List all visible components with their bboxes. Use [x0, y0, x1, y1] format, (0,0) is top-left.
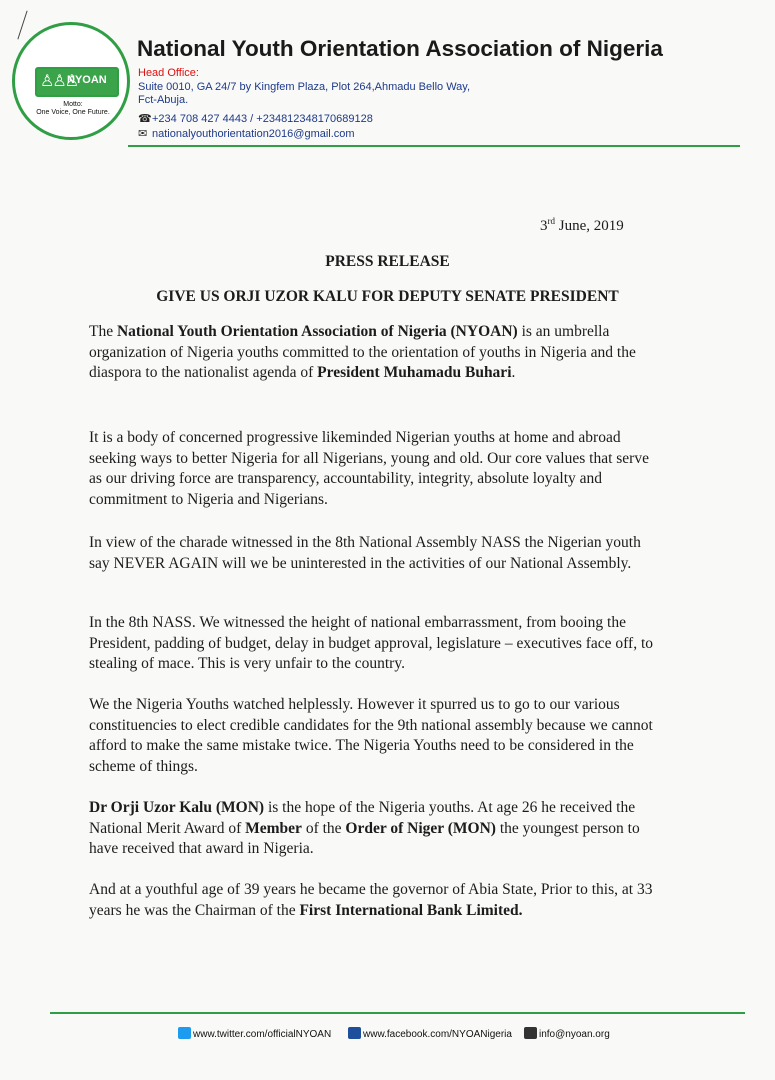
head-office-label: Head Office: — [138, 67, 199, 79]
address-line-1: Suite 0010, GA 24/7 by Kingfem Plaza, Plot 264,Ahmadu Bello Way, — [138, 81, 471, 93]
paragraph-6: Dr Orji Uzor Kalu (MON) is the hope of the Nigeria youths. At age 26 he received the National Merit Award of Member of the Order of Niger (MON) the youngest person to have received that award in Nigeria. — [89, 799, 640, 857]
envelope-icon: ✉ — [138, 128, 148, 140]
facebook-icon — [348, 1027, 361, 1039]
footer-facebook[interactable]: www.facebook.com/NYOANigeria — [348, 1027, 512, 1040]
email-row — [138, 127, 355, 140]
release-date: 3rd June, 2019 — [540, 216, 624, 234]
twitter-icon — [178, 1027, 191, 1039]
press-release-heading: PRESS RELEASE — [325, 253, 450, 270]
footer-email[interactable]: info@nyoan.org — [524, 1027, 610, 1040]
paragraph-5: We the Nigeria Youths watched helplessly. However it spurred us to go to our various constituencies to elect credible candidates for the 9th national assembly because we cannot afford to make the same mistake twice. The Nigeria Youths need to be considered in the scheme of things. — [89, 696, 653, 775]
header-divider — [128, 145, 740, 147]
paragraph-7: And at a youthful age of 39 years he became the governor of Abia State, Prior to this, at 33 years he was the Chairman of the First International Bank Limited. — [89, 881, 653, 919]
organization-name: National Youth Orientation Association of Nigeria — [137, 36, 663, 61]
mail-icon — [524, 1027, 537, 1039]
motto-label: Motto: — [63, 101, 83, 108]
phone-numbers: +234 708 427 4443 / +2348123481706891​28 — [152, 113, 373, 125]
paragraph-3: In view of the charade witnessed in the 8th National Assembly NASS the Nigerian youth say NEVER AGAIN will we be uninterested in the activities of our National Assembly. — [89, 534, 641, 572]
logo-motto — [25, 101, 121, 117]
people-icon: ♙♙♙ — [40, 71, 78, 90]
paragraph-4: In the 8th NASS. We witnessed the height of national embarrassment, from booing the President, padding of budget, delay in budget approval, legislature – executives face off, to stealing of mace. This is very unfair to the country. — [89, 614, 654, 672]
footer-twitter[interactable]: www.twitter.com/officialNYOAN — [178, 1027, 331, 1040]
paragraph-1: The National Youth Orientation Association of Nigeria (NYOAN) is an umbrella organization of Nigeria youths committed to the orientation of youths in Nigeria and the diaspora to the nationalist agenda of President Muhamadu Buhari. — [89, 323, 636, 381]
header-email[interactable]: nationalyouthorientation2016@gmail.com — [152, 128, 355, 140]
phone-icon: ☎ — [138, 113, 152, 125]
footer-divider — [50, 1012, 745, 1014]
logo-text: NYOAN — [67, 74, 107, 86]
release-subtitle: GIVE US ORJI UZOR KALU FOR DEPUTY SENATE PRESIDENT — [156, 288, 619, 305]
motto-text: One Voice, One Future. — [36, 109, 110, 116]
address-line-2: Fct-Abuja. — [138, 94, 189, 106]
phone-row — [138, 112, 373, 125]
logo-banner — [35, 67, 119, 97]
pen-mark — [17, 11, 27, 40]
nyoan-logo — [12, 22, 130, 140]
paragraph-2: It is a body of concerned progressive likeminded Nigerian youths at home and abroad seeking ways to better Nigeria for all Nigerians, young and old. Our core values that serve as our driving force are transparency, accountability, integrity, absolute loyalty and commitment to Nigeria and Nigerians. — [89, 429, 649, 508]
